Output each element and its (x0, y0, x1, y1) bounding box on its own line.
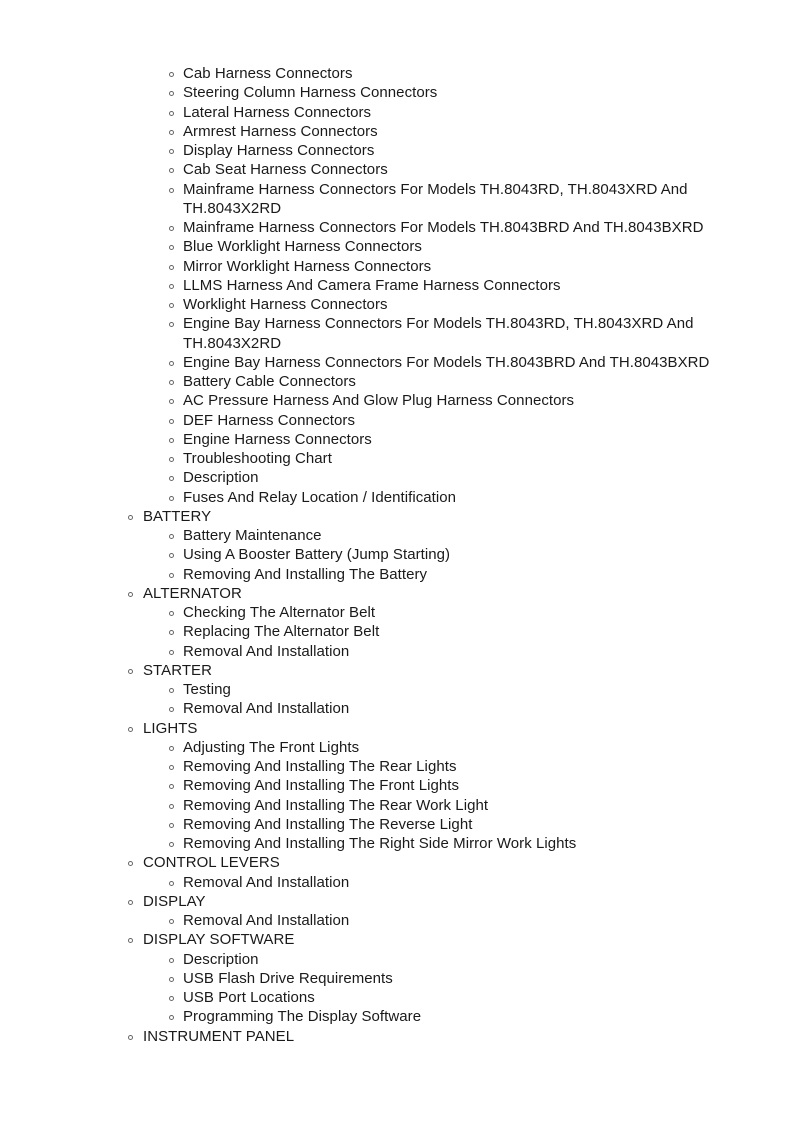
toc-subsection-item: Using A Booster Battery (Jump Starting) (0, 545, 794, 564)
toc-subsection-item: Lateral Harness Connectors (0, 103, 794, 122)
toc-subsection-item: Armrest Harness Connectors (0, 122, 794, 141)
toc-subsection-item: Steering Column Harness Connectors (0, 83, 794, 102)
toc-section-heading: ALTERNATOR (0, 584, 794, 603)
toc-subsection-item: Removal And Installation (0, 699, 794, 718)
toc-subsection-item: Battery Maintenance (0, 526, 794, 545)
toc-subsection-item: Removing And Installing The Right Side Mirror Work Lights (0, 834, 794, 853)
toc-subsection-item: Blue Worklight Harness Connectors (0, 237, 794, 256)
toc-subsection-item: Battery Cable Connectors (0, 372, 794, 391)
toc-subsection-item: Programming The Display Software (0, 1007, 794, 1026)
toc-subsection-item: USB Flash Drive Requirements (0, 969, 794, 988)
toc-subsection-item: Removal And Installation (0, 642, 794, 661)
toc-subsection-item: Description (0, 468, 794, 487)
toc-subsection-item: Engine Harness Connectors (0, 430, 794, 449)
toc-subsection-item: USB Port Locations (0, 988, 794, 1007)
toc-subsection-item: Display Harness Connectors (0, 141, 794, 160)
toc-subsection-item: Mirror Worklight Harness Connectors (0, 257, 794, 276)
table-of-contents (0, 64, 794, 1046)
toc-subsection-item: DEF Harness Connectors (0, 411, 794, 430)
toc-subsection-item: Cab Seat Harness Connectors (0, 160, 794, 179)
toc-subsection-item: Cab Harness Connectors (0, 64, 794, 83)
toc-subsection-item: Removing And Installing The Front Lights (0, 776, 794, 795)
toc-subsection-item: Mainframe Harness Connectors For Models TH.8043BRD And TH.8043BXRD (0, 218, 794, 237)
toc-subsection-item: Troubleshooting Chart (0, 449, 794, 468)
toc-subsection-item: Engine Bay Harness Connectors For Models TH.8043BRD And TH.8043BXRD (0, 353, 794, 372)
toc-subsection-item: Checking The Alternator Belt (0, 603, 794, 622)
toc-subsection-item: Testing (0, 680, 794, 699)
toc-subsection-item: Removing And Installing The Rear Work Light (0, 796, 794, 815)
toc-subsection-item: Replacing The Alternator Belt (0, 622, 794, 641)
toc-subsection-item: AC Pressure Harness And Glow Plug Harness Connectors (0, 391, 794, 410)
toc-subsection-item: Description (0, 950, 794, 969)
toc-section-heading: DISPLAY (0, 892, 794, 911)
toc-subsection-item: Removing And Installing The Reverse Light (0, 815, 794, 834)
toc-section-heading: BATTERY (0, 507, 794, 526)
toc-subsection-item: Fuses And Relay Location / Identification (0, 488, 794, 507)
toc-section-heading: CONTROL LEVERS (0, 853, 794, 872)
toc-subsection-item: LLMS Harness And Camera Frame Harness Connectors (0, 276, 794, 295)
toc-subsection-item: Removal And Installation (0, 911, 794, 930)
toc-section-heading: DISPLAY SOFTWARE (0, 930, 794, 949)
toc-subsection-item: Removal And Installation (0, 873, 794, 892)
toc-section-heading: LIGHTS (0, 719, 794, 738)
toc-subsection-item: Removing And Installing The Rear Lights (0, 757, 794, 776)
toc-subsection-item: Engine Bay Harness Connectors For Models TH.8043RD, TH.8043XRD And TH.8043X2RD (0, 314, 794, 353)
toc-subsection-item: Removing And Installing The Battery (0, 565, 794, 584)
document-page (0, 64, 794, 1046)
toc-subsection-item: Mainframe Harness Connectors For Models TH.8043RD, TH.8043XRD And TH.8043X2RD (0, 180, 794, 219)
toc-subsection-item: Worklight Harness Connectors (0, 295, 794, 314)
toc-section-heading: INSTRUMENT PANEL (0, 1027, 794, 1046)
toc-subsection-item: Adjusting The Front Lights (0, 738, 794, 757)
toc-section-heading: STARTER (0, 661, 794, 680)
